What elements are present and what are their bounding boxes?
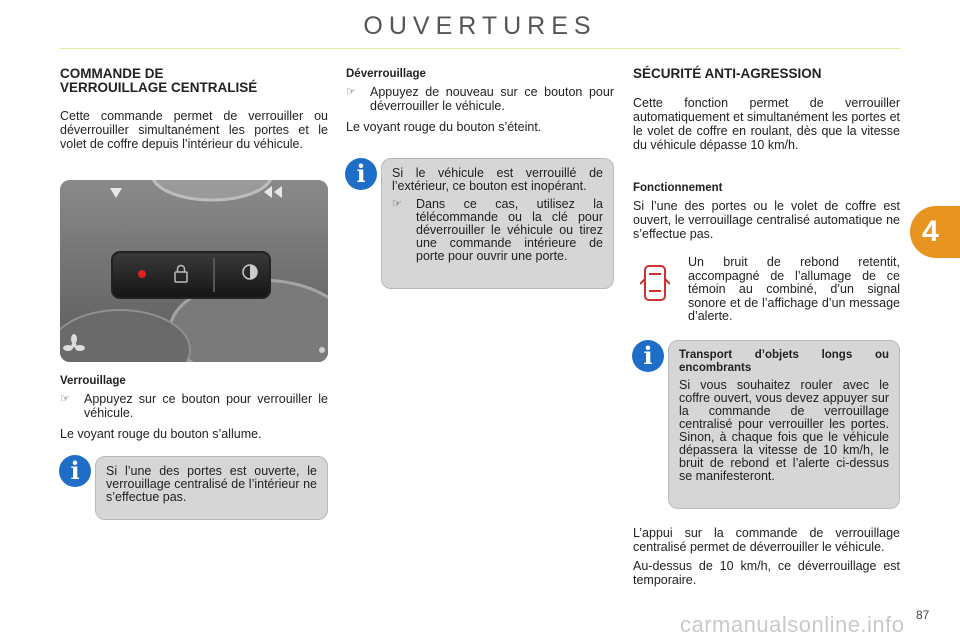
info-box-long-objects: Transport d’objets longs ou encombrants Si vous souhaitez rouler avec le coffre ouvert, vous devez appuyer sur la commande de verrouillage centralisé pour verrouiller les portes. Sinon, à chaque fois que le véhicule dépassera la vitesse de 10 km/h, le bruit de rebond et l’alerte ci-dessus se manifesteront.	[668, 340, 900, 509]
header-divider	[60, 48, 900, 49]
pointing-hand-icon: ☞	[392, 198, 402, 210]
func-heading: Fonctionnement	[633, 182, 723, 194]
central-locking-intro: Cette commande permet de verrouiller ou déverrouiller simultanément les portes et le volet de coffre depuis l’intérieur du véhicule.	[60, 109, 328, 151]
warning-text: Un bruit de rebond retentit, accompagné de l’allumage de ce témoin au combiné, d’un signal sonore et de l’affichage d’un message d’alerte.	[688, 255, 900, 323]
pointing-hand-icon: ☞	[346, 86, 356, 98]
unlock-section	[346, 67, 614, 134]
info-icon: i	[632, 340, 664, 372]
info-box-external-lock: Si le véhicule est verrouillé de l’extérieur, ce bouton est inopérant. ☞ Dans ce cas, utilisez la télécommande ou la clé pour déverrouiller le véhicule ou tirez une commande intérieure de porte pour ouvrir une porte.	[381, 158, 614, 289]
pointing-hand-icon: ☞	[60, 393, 70, 405]
chapter-tab[interactable]: 4	[910, 206, 960, 258]
func-text: Si l’une des portes ou le volet de coffre est ouvert, le verrouillage centralisé automatique ne s’effectue pas.	[633, 199, 900, 241]
page-number: 87	[916, 608, 930, 622]
right-column	[633, 67, 900, 241]
unlock-heading: Déverrouillage	[346, 68, 426, 80]
left-column	[60, 67, 328, 151]
page-title: OUVERTURES	[363, 12, 597, 40]
lock-button-shape	[112, 252, 270, 298]
red-indicator-led	[138, 270, 146, 278]
central-locking-button-photo	[60, 180, 328, 362]
info-icon: i	[345, 158, 377, 190]
lock-section	[60, 374, 328, 441]
lock-result: Le voyant rouge du bouton s’allume.	[60, 427, 262, 441]
dashboard-illustration	[60, 180, 328, 362]
right-end-text: L’appui sur la commande de verrouillage centralisé permet de déverrouiller le véhicule. Au-dessus de 10 km/h, ce déverrouillage est temporaire.	[633, 526, 900, 587]
info-icon: i	[59, 455, 91, 487]
anti-aggression-intro: Cette fonction permet de verrouiller automatiquement et simultanément les portes et le volet de coffre en roulant, dès que la vitesse du véhicule dépasse 10 km/h.	[633, 96, 900, 152]
lock-heading: Verrouillage	[60, 375, 126, 387]
long-objects-heading: Transport d’objets longs ou encombrants	[679, 349, 889, 374]
section-title-anti-aggression: SÉCURITÉ ANTI-AGRESSION	[633, 66, 822, 81]
door-open-warning-icon	[640, 262, 670, 302]
section-title-central-locking: COMMANDE DE VERROUILLAGE CENTRALISÉ	[60, 66, 258, 95]
unlock-bullet: ☞ Appuyez de nouveau sur ce bouton pour déverrouiller le véhicule.	[346, 85, 614, 113]
info-bullet: ☞ Dans ce cas, utilisez la télécommande ou la clé pour déverrouiller le véhicule ou tirez une commande intérieure de porte pour ouvrir une porte.	[392, 197, 603, 263]
info-box-door-open: Si l’une des portes est ouverte, le verrouillage centralisé de l’intérieur ne s’effectue pas.	[95, 456, 328, 520]
unlock-result: Le voyant rouge du bouton s’éteint.	[346, 120, 542, 134]
watermark: carmanualsonline.info	[680, 612, 905, 637]
lock-bullet: ☞ Appuyez sur ce bouton pour verrouiller le véhicule.	[60, 392, 328, 420]
